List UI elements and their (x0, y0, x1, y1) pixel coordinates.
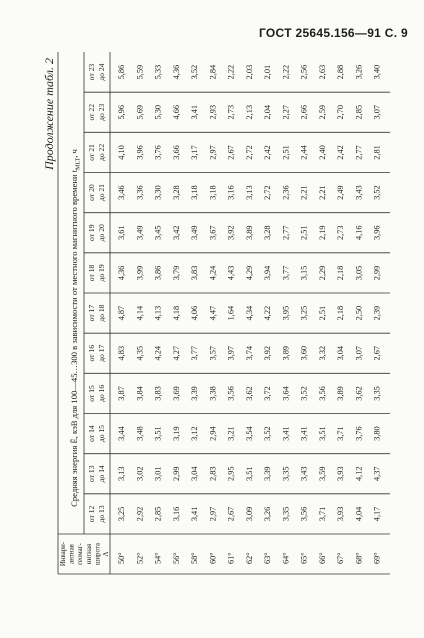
latitude-cell: 66° (317, 552, 327, 564)
data-cell: 3,45 (153, 225, 163, 241)
data-cell: 4,37 (372, 466, 382, 482)
column-header-to: до 21 (97, 184, 106, 202)
data-cell: 2,51 (317, 305, 327, 321)
data-table (40, 50, 398, 580)
column-header-from: от 18 (87, 264, 96, 282)
data-cell: 4,14 (135, 305, 145, 321)
column-header-from: от 23 (87, 63, 96, 81)
data-cell: 2,42 (263, 145, 273, 160)
first-col-header-line: Λ (103, 551, 110, 557)
data-cell: 2,03 (244, 64, 254, 80)
data-cell: 2,77 (281, 225, 291, 241)
data-cell: 5,30 (153, 104, 163, 120)
data-cell: 2,73 (226, 104, 236, 120)
data-cell: 3,16 (226, 185, 236, 200)
data-cell: 3,62 (244, 386, 254, 401)
data-cell: 2,56 (299, 64, 309, 80)
latitude-cell: 67° (336, 552, 346, 564)
data-cell: 3,19 (171, 426, 181, 441)
data-cell: 2,42 (336, 145, 346, 160)
data-cell: 3,13 (244, 185, 254, 200)
data-cell: 3,28 (263, 225, 273, 241)
data-cell: 3,17 (190, 145, 200, 160)
data-cell: 2,73 (336, 225, 346, 241)
data-cell: 3,71 (317, 506, 327, 522)
data-cell: 3,80 (372, 426, 382, 441)
data-cell: 3,49 (190, 225, 200, 241)
data-cell: 3,76 (153, 145, 163, 160)
data-cell: 3,74 (244, 345, 254, 361)
data-cell: 3,07 (354, 345, 364, 361)
rotated-table-block (40, 50, 398, 580)
data-cell: 2,49 (336, 185, 346, 200)
data-cell: 2,18 (336, 305, 346, 321)
table-title-subscript: MLT (75, 157, 82, 170)
data-cell: 3,86 (153, 265, 163, 281)
data-cell: 3,64 (281, 386, 291, 401)
latitude-cell: 52° (135, 552, 145, 564)
data-cell: 5,59 (135, 64, 145, 80)
data-cell: 4,66 (171, 104, 181, 120)
data-cell: 2,72 (244, 145, 254, 160)
data-cell: 3,77 (281, 265, 291, 281)
data-cell: 2,99 (171, 466, 181, 482)
data-cell: 2,63 (317, 64, 327, 80)
data-cell: 4,17 (372, 506, 382, 522)
data-cell: 3,26 (263, 506, 273, 522)
data-cell: 3,41 (299, 426, 309, 441)
page-header: ГОСТ 25645.156—91 С. 9 (258, 26, 408, 40)
data-cell: 3,41 (190, 104, 200, 120)
latitude-cell: 50° (117, 552, 126, 564)
data-cell: 2,27 (281, 104, 291, 120)
data-cell: 5,69 (135, 104, 145, 120)
latitude-cell: 69° (372, 552, 382, 564)
latitude-cell: 63° (263, 552, 273, 564)
data-cell: 3,38 (208, 386, 218, 401)
data-cell: 2,81 (372, 145, 382, 160)
data-cell: 3,32 (317, 345, 327, 361)
data-cell: 1,64 (226, 305, 236, 321)
data-cell: 3,26 (354, 64, 364, 80)
data-cell: 3,16 (171, 506, 181, 522)
data-cell: 2,94 (208, 426, 218, 441)
latitude-cell: 58° (190, 552, 200, 564)
data-cell: 2,99 (372, 265, 382, 281)
column-header-from: от 12 (87, 505, 96, 523)
latitude-cell: 62° (244, 552, 254, 564)
data-cell: 2,67 (226, 145, 236, 160)
data-cell: 4,13 (153, 305, 163, 321)
data-cell: 3,35 (372, 386, 382, 401)
data-cell: 4,10 (117, 145, 126, 160)
column-header-to: до 18 (97, 304, 106, 322)
data-cell: 2,92 (135, 506, 145, 522)
data-cell: 3,56 (226, 386, 236, 401)
latitude-cell: 65° (299, 552, 309, 564)
table-title-unit: ч (69, 149, 79, 154)
data-cell: 3,89 (281, 345, 291, 361)
data-cell: 4,83 (117, 345, 126, 361)
data-cell: 3,35 (281, 506, 291, 522)
data-cell: 4,18 (171, 305, 181, 321)
data-cell: 2,88 (336, 64, 346, 80)
data-cell: 2,13 (244, 104, 254, 120)
data-cell: 2,21 (299, 185, 309, 200)
first-col-header-line: антная (68, 544, 76, 564)
data-cell: 4,22 (263, 305, 273, 321)
column-header-to: до 24 (97, 63, 106, 81)
table-title-text: Средняя энергия Ē, кэВ для 100—45…300 в зависимости от местного магнитного времени t (69, 169, 79, 507)
data-cell: 2,04 (263, 104, 273, 120)
data-cell: 3,79 (171, 265, 181, 281)
data-cell: 3,39 (263, 466, 273, 482)
data-cell: 2,85 (354, 104, 364, 120)
data-cell: 2,84 (208, 64, 218, 80)
latitude-cell: 61° (226, 552, 236, 564)
data-cell: 4,29 (244, 265, 254, 281)
data-cell: 3,40 (372, 64, 382, 80)
data-cell: 3,56 (299, 506, 309, 522)
data-cell: 3,99 (135, 265, 145, 281)
continuation-label: Продолжение табл. 2 (42, 58, 56, 170)
data-cell: 3,61 (117, 225, 126, 241)
data-cell: 3,07 (372, 104, 382, 120)
data-cell: 3,18 (208, 185, 218, 200)
data-cell: 2,51 (299, 225, 309, 241)
data-cell: 2,36 (281, 185, 291, 200)
data-cell: 3,04 (190, 466, 200, 482)
data-cell: 2,85 (153, 506, 163, 522)
data-cell: 2,93 (208, 104, 218, 120)
data-cell: 3,09 (244, 506, 254, 522)
data-cell: 3,66 (171, 145, 181, 160)
data-cell: 4,47 (208, 305, 218, 321)
data-cell: 5,96 (117, 104, 126, 120)
data-cell: 3,52 (372, 185, 382, 200)
data-cell: 2,97 (208, 145, 218, 160)
first-col-header-line: нитная (85, 543, 93, 565)
data-cell: 3,83 (153, 386, 163, 401)
data-cell: 3,93 (336, 466, 346, 482)
data-cell: 2,95 (226, 466, 236, 482)
data-cell: 3,04 (336, 345, 346, 361)
data-cell: 3,36 (135, 185, 145, 200)
data-cell: 3,49 (135, 225, 145, 241)
data-cell: 4,24 (208, 265, 218, 281)
data-cell: 3,92 (226, 225, 236, 241)
data-cell: 3,62 (354, 386, 364, 401)
data-cell: 4,16 (354, 225, 364, 241)
column-header-from: от 15 (87, 385, 96, 402)
data-cell: 4,35 (135, 345, 145, 361)
data-cell: 3,77 (190, 345, 200, 361)
latitude-cell: 60° (208, 552, 218, 564)
data-cell: 3,95 (281, 305, 291, 321)
data-cell: 3,46 (117, 185, 126, 200)
first-col-header-line: геомаг- (77, 543, 85, 565)
data-cell: 4,87 (117, 305, 126, 321)
data-cell: 2,97 (208, 506, 218, 522)
data-cell: 3,87 (117, 386, 126, 401)
data-cell: 3,69 (171, 386, 181, 401)
data-cell: 3,51 (153, 426, 163, 441)
column-header-to: до 17 (97, 344, 106, 362)
data-cell: 3,96 (372, 225, 382, 241)
data-cell: 3,02 (135, 466, 145, 482)
data-cell: 2,22 (281, 64, 291, 80)
data-cell: 3,92 (263, 345, 273, 361)
data-cell: 3,52 (263, 426, 273, 441)
data-cell: 3,44 (117, 426, 126, 441)
column-header-to: до 16 (97, 384, 106, 402)
data-cell: 4,36 (117, 265, 126, 281)
data-cell: 3,05 (354, 265, 364, 281)
data-cell: 3,41 (190, 506, 200, 522)
column-header-from: от 14 (87, 425, 96, 442)
data-cell: 3,89 (244, 225, 254, 241)
data-cell: 3,41 (281, 426, 291, 441)
latitude-cell: 64° (281, 552, 291, 564)
data-cell: 2,01 (263, 64, 273, 80)
data-cell: 3,93 (336, 506, 346, 522)
data-cell: 3,89 (336, 386, 346, 401)
latitude-cell: 56° (171, 552, 181, 564)
data-cell: 3,43 (354, 185, 364, 200)
data-cell: 2,59 (317, 104, 327, 120)
data-cell: 3,60 (299, 345, 309, 361)
column-header-from: от 13 (87, 465, 96, 483)
data-cell: 2,70 (336, 104, 346, 120)
data-cell: 2,40 (317, 145, 327, 160)
column-header-to: до 22 (97, 143, 106, 161)
data-cell: 2,21 (317, 185, 327, 200)
data-cell: 2,83 (208, 466, 218, 482)
data-cell: 2,39 (372, 305, 382, 321)
data-cell: 3,43 (299, 466, 309, 482)
column-header-from: от 21 (87, 144, 96, 161)
data-cell: 3,56 (317, 386, 327, 401)
data-cell: 5,86 (117, 64, 126, 80)
column-header-to: до 14 (97, 465, 106, 483)
data-cell: 2,44 (299, 145, 309, 160)
column-header-to: до 13 (97, 505, 106, 523)
column-header-from: от 19 (87, 224, 96, 242)
data-cell: 3,51 (317, 426, 327, 441)
data-cell: 3,42 (171, 225, 181, 241)
data-cell: 3,25 (299, 305, 309, 321)
data-cell: 3,01 (153, 466, 163, 482)
data-cell: 3,39 (190, 386, 200, 401)
data-cell: 4,27 (171, 345, 181, 361)
data-cell: 3,84 (135, 386, 145, 401)
data-cell: 3,15 (299, 265, 309, 281)
data-cell: 2,66 (299, 104, 309, 120)
data-cell: 2,72 (263, 185, 273, 200)
data-cell: 3,13 (117, 466, 126, 482)
data-cell: 2,50 (354, 305, 364, 321)
data-cell: 2,18 (336, 265, 346, 281)
data-cell: 3,59 (317, 466, 327, 482)
data-cell: 4,36 (171, 64, 181, 80)
column-header-from: от 20 (87, 184, 96, 201)
data-cell: 3,96 (135, 145, 145, 160)
column-header-to: до 20 (97, 224, 106, 242)
table-title: Средняя энергия Ē, кэВ для 100—45…300 в зависимости от местного магнитного времени $t_{MLT}$, ч (69, 149, 82, 507)
data-cell: 3,54 (244, 426, 254, 441)
data-cell: 3,28 (171, 185, 181, 200)
data-cell: 4,12 (354, 466, 364, 482)
data-cell: 3,52 (190, 64, 200, 80)
data-cell: 3,35 (281, 466, 291, 482)
data-cell: 4,04 (354, 506, 364, 522)
data-cell: 3,71 (336, 426, 346, 441)
data-cell: 3,18 (190, 185, 200, 200)
data-cell: 3,12 (190, 426, 200, 441)
column-header-to: до 23 (97, 103, 106, 121)
column-header-to: до 15 (97, 425, 106, 443)
latitude-cell: 54° (153, 552, 163, 564)
data-cell: 3,21 (226, 426, 236, 441)
data-cell: 3,51 (244, 466, 254, 482)
data-cell: 3,72 (263, 386, 273, 401)
column-header-from: от 16 (87, 344, 96, 362)
data-cell: 3,67 (208, 225, 218, 241)
data-cell: 4,34 (244, 305, 254, 321)
data-cell: 3,57 (208, 345, 218, 361)
data-cell: 3,94 (263, 265, 273, 281)
data-cell: 5,33 (153, 64, 163, 80)
data-cell: 2,22 (226, 64, 236, 80)
data-cell: 3,97 (226, 345, 236, 361)
data-cell: 2,19 (317, 225, 327, 241)
data-cell: 3,30 (153, 185, 163, 200)
data-cell: 4,43 (226, 265, 236, 281)
first-col-header-line: широта (94, 543, 102, 565)
data-cell: 2,67 (226, 506, 236, 522)
data-cell: 3,52 (299, 386, 309, 401)
data-cell: 2,51 (281, 145, 291, 160)
data-cell: 2,67 (372, 345, 382, 361)
column-header-from: от 22 (87, 103, 96, 121)
latitude-cell: 68° (354, 552, 364, 564)
column-header-from: от 17 (87, 304, 96, 322)
data-cell: 4,06 (190, 305, 200, 321)
data-cell: 2,29 (317, 265, 327, 281)
data-cell: 3,83 (190, 265, 200, 281)
data-cell: 3,48 (135, 426, 145, 441)
first-col-header-line: Инвари- (60, 541, 67, 567)
data-cell: 4,24 (153, 345, 163, 361)
data-cell: 2,77 (354, 145, 364, 160)
column-header-to: до 19 (97, 264, 106, 282)
data-cell: 3,76 (354, 426, 364, 441)
data-cell: 3,25 (117, 506, 126, 522)
